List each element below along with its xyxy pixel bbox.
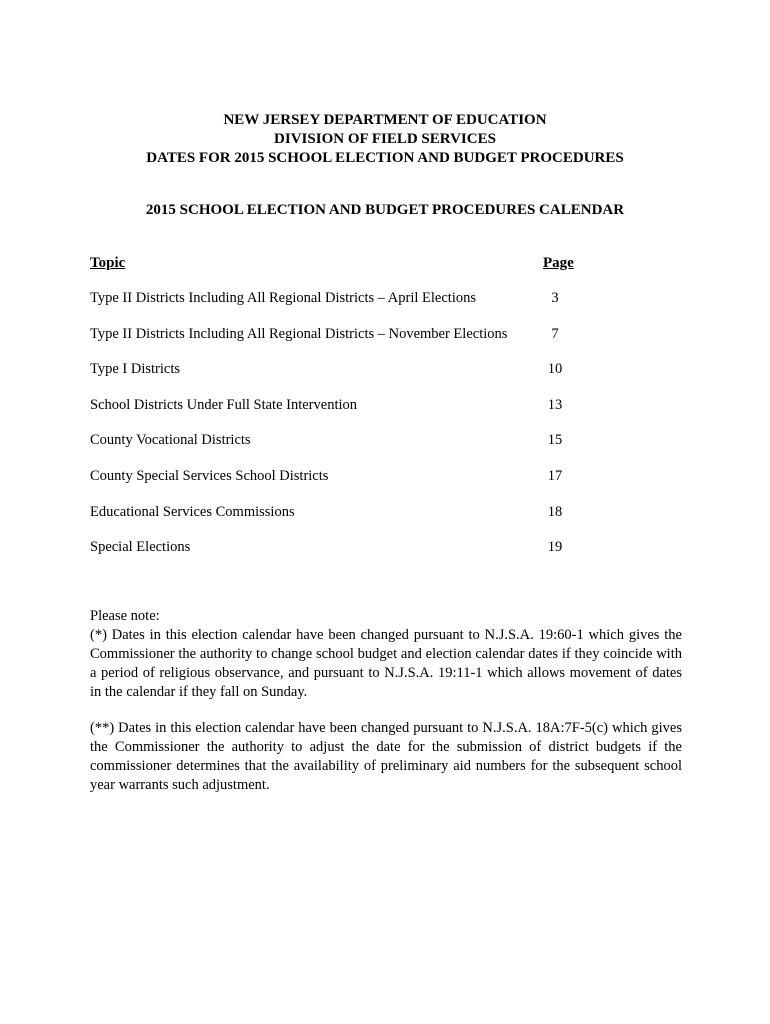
toc-topic: County Vocational Districts: [90, 432, 251, 448]
header-dates-title: DATES FOR 2015 SCHOOL ELECTION AND BUDGET PROCEDURES: [146, 150, 624, 166]
toc-page-number: 15: [547, 432, 563, 448]
toc-topic: Special Elections: [90, 539, 191, 555]
notes-section: [90, 607, 682, 795]
toc-page-number: 19: [547, 539, 563, 555]
toc-row: [90, 290, 570, 310]
toc-page-number: 18: [547, 504, 563, 520]
toc-topic: Type I Districts: [90, 361, 180, 377]
toc-topic: County Special Services School Districts: [90, 468, 329, 484]
toc-topic: Type II Districts Including All Regional Districts – April Elections: [90, 290, 476, 306]
topic-column-header: Topic: [90, 255, 126, 271]
toc-row: [90, 361, 570, 381]
toc-page-number: 13: [547, 397, 563, 413]
toc-page-number: 7: [551, 326, 559, 342]
notes-heading: Please note:: [90, 608, 160, 624]
toc-row: [90, 539, 570, 559]
document-header: [0, 111, 770, 168]
header-department: NEW JERSEY DEPARTMENT OF EDUCATION: [223, 112, 547, 128]
toc-row: [90, 468, 570, 488]
toc-topic: Educational Services Commissions: [90, 504, 295, 520]
toc-row: [90, 326, 570, 346]
toc-topic: School Districts Under Full State Intervention: [90, 397, 358, 413]
toc-row: [90, 432, 570, 452]
toc-row: [90, 397, 570, 417]
toc-page-number: 3: [551, 290, 559, 306]
toc-page-number: 10: [547, 361, 563, 377]
header-division: DIVISION OF FIELD SERVICES: [274, 131, 496, 147]
toc-topic: Type II Districts Including All Regional Districts – November Elections: [90, 326, 508, 342]
page-column-header: Page: [543, 255, 574, 271]
note-single-asterisk: (*) Dates in this election calendar have been changed pursuant to N.J.S.A. 19:60-1 which gives the Commissioner the authority to change school budget and election calendar dates if they coincide with a period of religious observance, and pursuant to N.J.S.A. 19:11-1 which allows movement of dates in the calendar if they fall on Sunday.: [90, 627, 682, 700]
toc-row: [90, 504, 570, 524]
toc-page-number: 17: [547, 468, 563, 484]
note-double-asterisk: (**) Dates in this election calendar have been changed pursuant to N.J.S.A. 18A:7F-5(c) which gives the Commissioner the authority to adjust the date for the submission of district budgets if the commissioner determines that the availability of preliminary aid numbers for the subsequent school year warrants such adjustment.: [90, 720, 682, 793]
calendar-title: 2015 SCHOOL ELECTION AND BUDGET PROCEDURES CALENDAR: [145, 202, 625, 218]
